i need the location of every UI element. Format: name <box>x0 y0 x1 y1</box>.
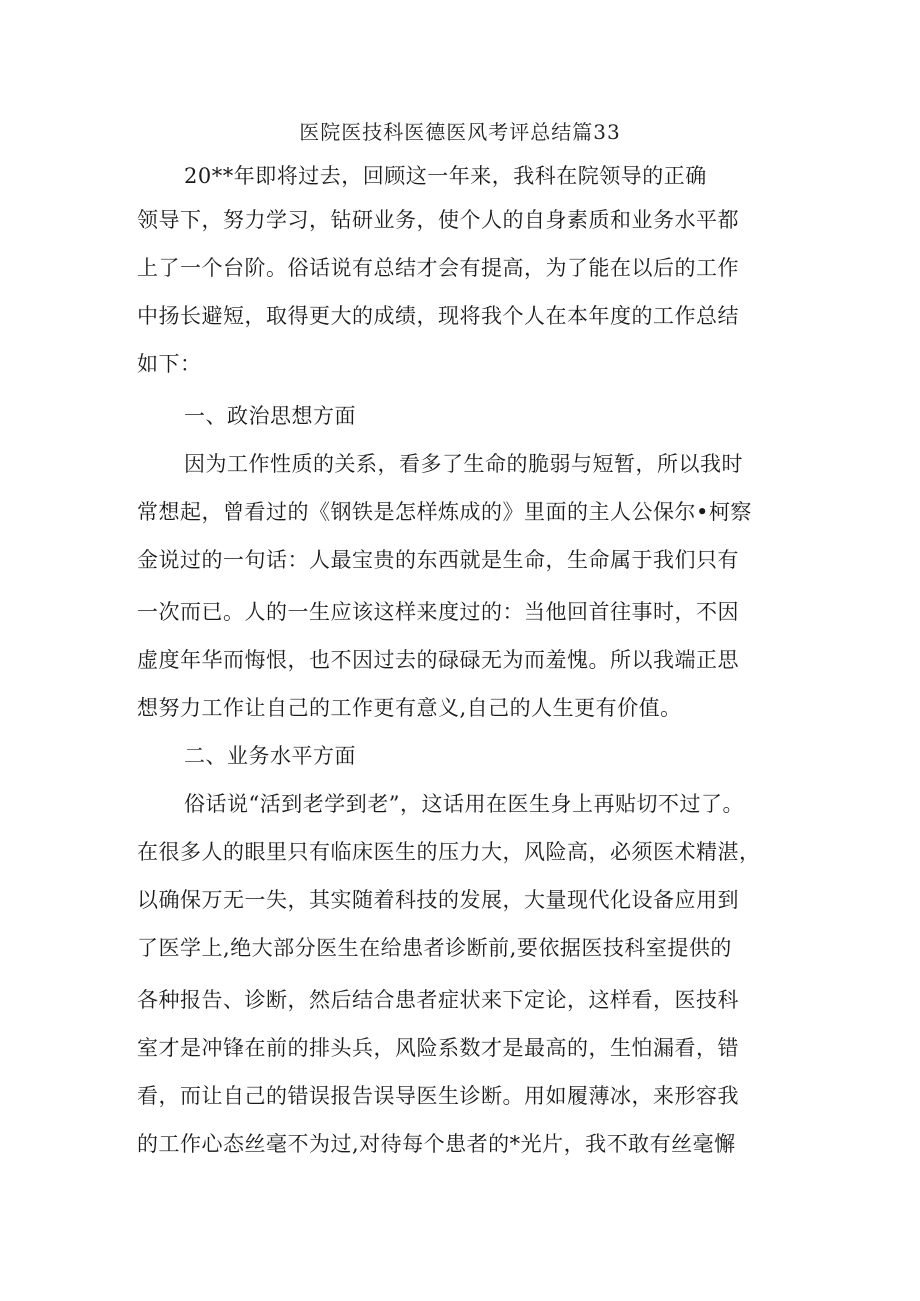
paragraph-line: 俗话说“活到老学到老”，这话用在医生身上再贴切不过了。 <box>184 792 744 816</box>
section-heading: 二、业务水平方面 <box>184 744 356 768</box>
paragraph-line: 领导下，努力学习，钻研业务，使个人的自身素质和业务水平都 <box>137 208 739 232</box>
paragraph-line: 上了一个台阶。俗话说有总结才会有提高，为了能在以后的工作 <box>137 256 739 280</box>
document-title: 医院医技科医德医风考评总结篇33 <box>299 120 621 144</box>
paragraph-line: 因为工作性质的关系，看多了生命的脆弱与短暂，所以我时 <box>184 452 743 476</box>
paragraph-line: 虚度年华而悔恨，也不因过去的碌碌无为而羞愧。所以我端正思 <box>137 648 739 672</box>
paragraph-line: 各种报告、诊断，然后结合患者症状来下定论，这样看，医技科 <box>137 988 739 1012</box>
paragraph-line: 20**年即将过去，回顾这一年来，我科在院领导的正确 <box>184 164 707 188</box>
paragraph-line: 一次而已。人的一生应该这样来度过的：当他回首往事时，不因 <box>137 600 739 624</box>
paragraph-line: 想努力工作让自己的工作更有意义,自己的人生更有价值。 <box>137 696 682 720</box>
paragraph-line: 金说过的一句话：人最宝贵的东西就是生命，生命属于我们只有 <box>137 548 739 572</box>
paragraph-line: 室才是冲锋在前的排头兵，风险系数才是最高的，生怕漏看，错 <box>137 1036 739 1060</box>
paragraph-line: 如下： <box>137 352 202 376</box>
paragraph-line: 中扬长避短，取得更大的成绩，现将我个人在本年度的工作总结 <box>137 304 739 328</box>
paragraph-line: 的工作心态丝毫不为过,对待每个患者的*光片，我不敢有丝毫懈 <box>137 1132 736 1156</box>
section-heading: 一、政治思想方面 <box>184 404 356 428</box>
paragraph-line: 在很多人的眼里只有临床医生的压力大，风险高，必须医术精湛， <box>137 840 761 864</box>
paragraph-line: 了医学上,绝大部分医生在给患者诊断前,要依据医技科室提供的 <box>137 936 732 960</box>
paragraph-line: 看，而让自己的错误报告误导医生诊断。用如履薄冰，来形容我 <box>137 1084 739 1108</box>
paragraph-line: 以确保万无一失，其实随着科技的发展，大量现代化设备应用到 <box>137 888 739 912</box>
paragraph-line: 常想起，曾看过的《钢铁是怎样炼成的》里面的主人公保尔•柯察 <box>137 500 752 524</box>
